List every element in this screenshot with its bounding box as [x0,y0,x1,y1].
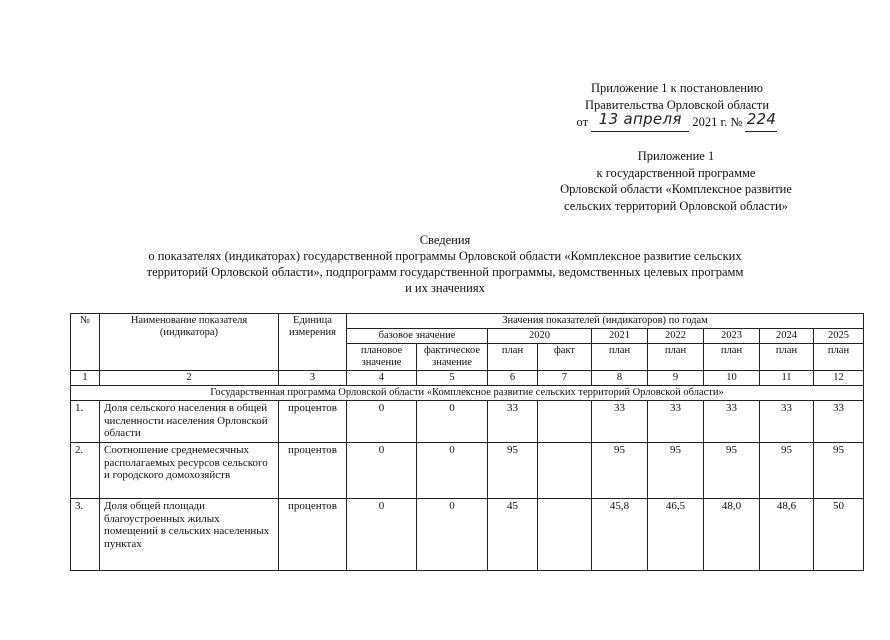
col-number: 12 [814,371,864,386]
col-number: 8 [592,371,648,386]
col-number: 1 [71,371,100,386]
year-number-label: 2021 г. № [692,115,743,129]
date-signature-field [591,110,689,132]
annex1-line2: Правительства Орловской области [584,97,770,112]
annex1-date-line [556,110,798,132]
header-base-fact: фактическое значение [417,344,488,371]
table-row [71,499,864,571]
header-base-plan: плановое значение [347,344,417,371]
annex2-line3: Орловской области «Комплексное развитие [560,182,792,196]
col-number: 11 [760,371,814,386]
plan-2020-cell: 33 [488,401,538,443]
unit-cell: процентов [279,499,347,571]
base-plan-cell: 0 [347,499,417,571]
resolution-annex-block [556,80,798,132]
indicator-name: Доля сельского населения в общей численности населения Орловской области [100,401,279,443]
fact-2020-cell [538,401,592,443]
plan-2022-cell: 95 [648,443,704,499]
plan-2023-cell: 48,0 [704,499,760,571]
plan-2022-cell: 46,5 [648,499,704,571]
plan-2024-cell: 33 [760,401,814,443]
col-number: 6 [488,371,538,386]
header-num: № [71,314,100,371]
col-number: 7 [538,371,592,386]
unit-cell: процентов [279,401,347,443]
base-fact-cell: 0 [417,443,488,499]
table-row [71,401,864,443]
plan-2025-cell: 50 [814,499,864,571]
document-heading [80,232,810,296]
header-year-2023: 2023 [704,329,760,344]
plan-2021-cell: 45,8 [592,499,648,571]
plan-2022-cell: 33 [648,401,704,443]
header-2025-plan: план [814,344,864,371]
number-signature-field [745,110,777,132]
base-plan-cell: 0 [347,443,417,499]
header-row-1 [71,314,864,329]
from-label: от [576,115,589,129]
plan-2024-cell: 95 [760,443,814,499]
heading-title: Сведения [419,233,471,247]
header-year-2022: 2022 [648,329,704,344]
plan-2023-cell: 95 [704,443,760,499]
col-number: 10 [704,371,760,386]
fact-2020-cell [538,499,592,571]
header-values: Значения показателей (индикаторов) по годам [347,314,864,329]
heading-line2: территорий Орловской области», подпрограмм государственной программы, ведомственных целевых программ [146,265,744,279]
program-title: Государственная программа Орловской области «Комплексное развитие сельских территорий Орловской области» [71,386,864,401]
plan-2025-cell: 95 [814,443,864,499]
annex2-line1: Приложение 1 [637,149,715,163]
plan-2020-cell: 95 [488,443,538,499]
indicator-name: Соотношение среднемесячных располагаемых ресурсов сельского и городского домохозяйств [100,443,279,499]
handwritten-date: 13 апреля [598,110,682,128]
table-row [71,443,864,499]
plan-2020-cell: 45 [488,499,538,571]
base-fact-cell: 0 [417,401,488,443]
handwritten-number: 224 [746,110,777,128]
heading-line3: и их значениях [405,281,485,295]
header-2020-plan: план [488,344,538,371]
program-title-row [71,386,864,401]
base-fact-cell: 0 [417,499,488,571]
column-numbers-row [71,371,864,386]
col-number: 3 [279,371,347,386]
col-number: 2 [100,371,279,386]
row-number: 2. [71,443,100,499]
header-year-2021: 2021 [592,329,648,344]
unit-cell: процентов [279,443,347,499]
header-2020-fact: факт [538,344,592,371]
header-2023-plan: план [704,344,760,371]
annex1-line1: Приложение 1 к постановлению [591,81,763,95]
plan-2025-cell: 33 [814,401,864,443]
header-2021-plan: план [592,344,648,371]
row-number: 1. [71,401,100,443]
header-base: базовое значение [347,329,488,344]
annex2-line4: сельских территорий Орловской области» [564,198,788,213]
col-number: 4 [347,371,417,386]
header-2024-plan: план [760,344,814,371]
heading-line1: о показателях (индикаторах) государственной программы Орловской области «Комплексное развитие сельских [148,249,742,263]
col-number: 5 [417,371,488,386]
annex2-line2: к государственной программе [596,165,756,180]
header-unit: Единица измерения [279,314,347,371]
header-name: Наименование показателя (индикатора) [100,314,279,371]
plan-2021-cell: 95 [592,443,648,499]
base-plan-cell: 0 [347,401,417,443]
program-annex-block [536,148,816,214]
plan-2024-cell: 48,6 [760,499,814,571]
col-number: 9 [648,371,704,386]
header-year-2020: 2020 [488,329,592,344]
header-2022-plan: план [648,344,704,371]
plan-2021-cell: 33 [592,401,648,443]
fact-2020-cell [538,443,592,499]
header-year-2024: 2024 [760,329,814,344]
indicator-name: Доля общей площади благоустроенных жилых помещений в сельских населенных пунктах [100,499,279,571]
header-year-2025: 2025 [814,329,864,344]
indicators-table [70,313,864,571]
row-number: 3. [71,499,100,571]
plan-2023-cell: 33 [704,401,760,443]
